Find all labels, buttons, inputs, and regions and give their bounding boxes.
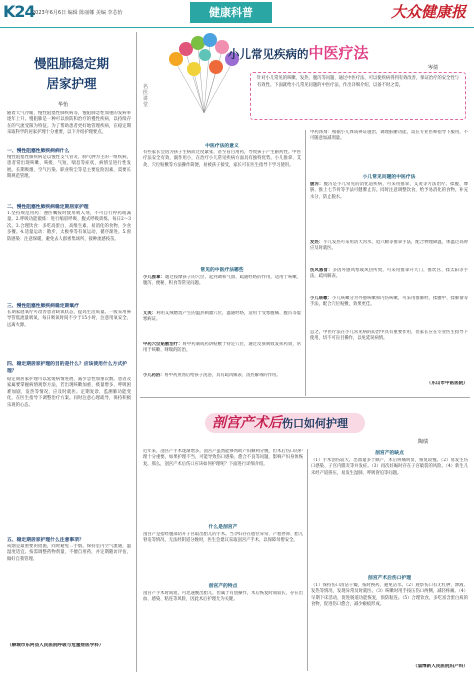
ailment-fever — [310, 240, 468, 266]
ailment-diarrhea-label: 腹泻： — [310, 182, 324, 187]
method-bath — [143, 373, 301, 391]
side-tag: 名医讲堂 — [143, 84, 149, 108]
dateline: 2023年6月6日 编辑 陈丽娜 美编 李芯怡 — [32, 10, 123, 16]
masthead-logo: 大众健康报 — [390, 3, 466, 21]
section-body-5: 戒烟是最重要的措施，同时避免二手烟。保持室内空气流通，温湿度适宜。按需调整药物剂量，不擅自用药，并定期随访评估，做好自我管理。 — [7, 544, 131, 562]
feature-title — [228, 42, 369, 63]
feature-title-emphasis: 中医疗法 — [308, 44, 369, 62]
bottom-column-divider — [307, 449, 308, 671]
ailment-cough — [310, 296, 468, 328]
bottom-paragraph-1: 剖宫产是指经腹部切开子宫取出胎儿的手术。当孕妇存在胎位异常、产程停滞、胎儿窘迫等情况，无法经阴道分娩时，医生会建议采取剖宫产手术，以保障母婴安全。 — [143, 532, 303, 544]
bottom-heading-1: 什么是剖宫产 — [208, 525, 238, 530]
section-heading-2: 二、慢性阻塞性肺疾病稳定期居家护理 — [7, 205, 89, 210]
method-moxibustion-text: 利用艾绒燃烧产生的温热刺激穴位，温通经络，适用于受寒腹痛、腹泻等虚寒病证。 — [143, 311, 301, 323]
method-moxibustion — [143, 311, 301, 341]
bottom-lead: 近年来，剖宫产手术逐渐增多。剖宫产虽然能够帮助产妇顺利分娩，但术后伤口的护理十分重要。如果护理不当，可能导致伤口感染、愈合不良等问题，影响产妇身体恢复。那么，剖宫产术后伤口应该如何护理呢？下面进行详细介绍。 — [143, 449, 303, 467]
method-acupoint-text: 将中药制成药饼贴敷于特定穴位，通过皮肤吸收发挥药效，常用于咳嗽、哮喘的防治。 — [143, 342, 301, 354]
intro-box: 针对小儿常见的咳嗽、发热、腹泻等问题，通过中医疗法，可以使疾病得到有效改善，保证治疗的安全性与有效性。下面就给小儿常见问题的中医疗法，作出详细介绍，以备不时之需。 — [250, 72, 466, 120]
method-tuina-label: 小儿推拿： — [143, 275, 165, 280]
bottom-right-heading-2: 剖宫产术后伤口护理 — [367, 576, 412, 581]
bottom-title — [212, 412, 348, 432]
section-heading-5: 五、稳定期居家护理什么注意事项？ — [7, 538, 84, 543]
article-title-left — [14, 56, 129, 91]
section-body-2: 1.坚持规范用药：遵医嘱按时使用吸入剂，不可自行停药或减量。2.呼吸功能锻炼：进行缩唇呼吸、腹式呼吸训练，每日2～3次。3.合理饮食：多吃高蛋白、高维生素、易消化的食物，少食多餐。4.适量运动：散步、太极拳等有氧运动，循序渐进。5.预防感染：注意保暖，避免去人群密集场所，接种流感疫苗。 — [7, 211, 131, 242]
bottom-paragraph-2: 剖宫产手术时间短，可迅速娩出胎儿，但属于有创操作，术后恢复时间较长，存在出血、感染、粘连等风险，因此术后护理尤为关键。 — [143, 591, 303, 603]
feature-heading-2: 常见的中医疗法哪些 — [200, 268, 244, 273]
bottom-title-rest: 伤口如何护理 — [282, 417, 348, 430]
method-acupoint-label: 中药穴位贴敷治疗： — [143, 342, 183, 347]
section-tag: 健康科普 — [190, 2, 272, 23]
ailment-cold — [310, 268, 468, 294]
bottom-right-paragraph-2: （1）保持伤口清洁干燥，按时换药，避免沾水。（2）观察伤口有无红肿、渗液、发热等情况，发现异常及时就医。（3）咳嗽时用手按压伤口两侧，减轻疼痛。（4）早期下床活动，促进肠道功能恢复，预防粘连。（5）合理饮食，多吃富含蛋白质的食物，促进伤口愈合，减少瘢痕形成。 — [311, 583, 468, 608]
ailment-cough-label: 小儿咳嗽： — [310, 296, 332, 301]
bottom-title-red: 剖宫产术后 — [212, 415, 282, 431]
feature-conclusion: 总之，中医疗法在小儿常见病的防治中具有重要作用，但家长应在专业医生指导下使用，切不可盲目操作，以免延误病情。 — [310, 330, 468, 342]
feature-right-paragraph-1: 中药汤剂：根据小儿体质辨证施治，调理脏腑功能，需在专业医师指导下服用，不可随意加减剂量。 — [310, 130, 468, 142]
ailment-fever-label: 发热： — [310, 240, 324, 245]
ailment-cough-text: 小儿咳嗽分为外感咳嗽和内伤咳嗽，可采用推肺经、揉膻中、揉肺俞等手法，配合穴位贴敷，效果更佳。 — [310, 296, 468, 308]
section-body-3: 长期家庭氧疗可改善患者缺氧状态，提高生活质量。一般采用鼻导管低流量吸氧，每日吸氧时间不少于15小时，注意用氧安全，远离火源。 — [7, 310, 131, 328]
ailment-diarrhea-text: 腹泻是小儿常见的消化道疾病，可采用推拿、艾灸等方法治疗。揉腹、摩脐、推上七节骨等手法可健脾止泻。同时注意调整饮食，给予易消化的食物，补充水分，防止脱水。 — [310, 182, 468, 200]
title-line-1: 慢阻肺稳定期 — [33, 56, 109, 71]
ailment-cold-label: 伤风感冒： — [310, 268, 333, 273]
ailment-fever-text: 小儿发热可采用清天河水、退六腑等推拿手法，配合物理降温，体温过高时应及时就医。 — [310, 240, 468, 252]
bottom-heading-2: 剖宫产的特点 — [208, 584, 238, 589]
feature-title-prefix: 小儿常见疾病的 — [228, 47, 309, 61]
feature-heading-1: 中医疗法的意义 — [205, 144, 239, 149]
hospital-credit-left: （聊城市东阿县人民医院呼吸与危重症医学科） — [7, 643, 104, 648]
ailment-cold-text: 多因外感风寒或风热所致，可采用推拿开天门、推坎宫、揉太阳等手法，疏风解表。 — [310, 268, 468, 280]
author-left: 华怡 — [58, 102, 69, 108]
method-moxibustion-label: 艾灸： — [143, 311, 157, 316]
author-feature: 岑倩 — [428, 65, 439, 71]
feature-right-heading: 小儿常见问题的中医疗法 — [362, 175, 416, 180]
method-tuina — [143, 275, 301, 310]
column-divider — [136, 32, 137, 672]
bottom-right-heading-1: 剖宫产的缺点 — [375, 451, 404, 456]
intro-paragraph: 随着天气冷暖、慢性阻塞性肺疾病等，慢阻肺急性加重的发病率逐年上升。慢阻肺是一种可以预防和治疗的慢性疾病，以持续存在的气流受限为特征。为了帮助患者更好地管理疾病，在稳定期采取科学的居家护理十分重要，以下介绍护理要点。 — [7, 111, 131, 136]
page-number: K24 — [3, 2, 35, 21]
hospital-credit-bottom: （淄博新人民医院妇产科） — [412, 664, 468, 669]
section-divider — [140, 397, 470, 398]
ailment-diarrhea — [310, 182, 468, 238]
title-line-2: 居家护理 — [46, 76, 97, 91]
hospital-credit-feature: （乐山市中医医院） — [426, 381, 468, 386]
feature-column-divider — [305, 130, 306, 396]
section-heading-1: 一、慢性阻塞性肺疾病病什么 — [7, 149, 70, 154]
method-tuina-text: 通过按摩孩子的穴位，起到调和气血、疏通经络的作用，适用于咳嗽、腹泻、便秘、积食等常见问题。 — [143, 275, 301, 287]
section-body-1: 慢性阻塞性肺疾病是以慢性支气管炎、肺气肿为主的一组疾病，患者常出现咳嗽、咳痰、气短、喘息等症状，病情呈进行性发展。长期吸烟、空气污染、职业粉尘等是主要危险因素，需要长期规范管理。 — [7, 155, 131, 180]
page-header — [0, 0, 474, 28]
section-heading-4: 四、稳定期居家护理的目的是什么？应该使用什么方式护理？ — [7, 362, 127, 374]
section-heading-3: 三、慢性阻塞性肺疾病稳定期氧疗 — [7, 304, 79, 309]
method-bath-label: 小儿药浴： — [143, 373, 165, 378]
method-acupoint — [143, 342, 301, 372]
bottom-right-paragraph-1: （1）手术创伤较大，出血量多于顺产，术后疼痛明显，恢复较慢。（2）易发生伤口感染、子宫内膜炎等并发症。（3）再次妊娠时存在子宫破裂的风险。（4）新生儿未经产道挤压，易发生湿肺、呼吸窘迫等问题。 — [311, 458, 468, 476]
method-bath-text: 将中药煎汤后给孩子洗浴，具有疏风解表、清热解毒的作用。 — [164, 373, 281, 378]
feature-paragraph-1: 有些家长会因为孩子生病而过度紧张，甚至盲目用药，导致孩子产生耐药性。中医疗法安全有效，副作用小，在治疗小儿常见疾病方面具有独特优势。小儿推拿、艾灸、穴位贴敷等方法操作简便，易被孩子接受，家长可在医生指导下学习使用。 — [143, 150, 301, 168]
section-body-4: 稳定期居家护理可以延缓病情进展、减少急性加重次数。患者及家属要掌握病情观察方法，若出现咳嗽加重、痰量增多、呼吸困难加剧、发热等情况，应及时就医。定期复诊，监测肺功能变化，在医生指导下调整治疗方案。同时注意心理疏导，保持积极乐观的心态。 — [7, 377, 131, 408]
author-bottom: 陶绩 — [418, 439, 429, 445]
